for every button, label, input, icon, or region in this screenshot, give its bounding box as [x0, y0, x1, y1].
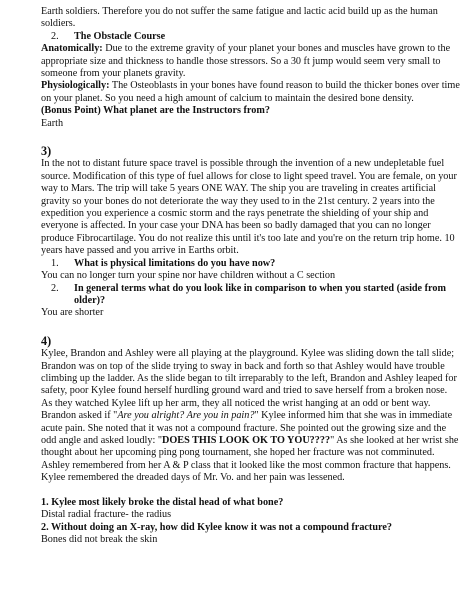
section-4-paragraph [41, 348, 460, 460]
section-4-answer-1: Distal radial fracture- the radius [41, 509, 172, 521]
section-4-answer-2: Bones did not break the skin [41, 534, 158, 546]
bonus-answer: Earth [41, 117, 64, 129]
spacer [41, 485, 460, 497]
section-3-paragraph: In the not to distant future space travel is possible through the invention of a new undepletable fuel source. Modification of this type of fuel allows for close to light speed travel. You are female, on your way to Mars. The trip will take 5 years ONE WAY. The ship you are traveling in creates artificial gravity so your bones do not deteriorate the way they used to in the 21st century. 2 years into the expedition you experience a cosmic storm and the rays penetrate the shielding of your ship and everyone is affected. In your case your DNA has been so badly damaged that you can no longer produce Fibrocartilage. You do not realize this until it's too late and you're on the return trip home. 10 years have passed and you arrive in Earths orbit. [41, 158, 457, 257]
obstacle-number: 2. [51, 30, 59, 42]
question-text: 2. Without doing an X-ray, how did Kylee know it was not a compound fracture? [41, 521, 392, 533]
story-text-part: Kylee, Brandon and Ashley were all playing at the playground. Kylee was sliding down the tall slide; Brandon was on top of the slide trying to sway in back and forth so that Ashley would have trouble climbing up the ladder. As the slide began to tilt irreparably to the left, Brandon and Ashley leaped for safety, poor Kylee found herself hurdling ground ward and tried to save herself from a broken nose. As they watched Kylee lift up her arm, they all noticed the wrist hanging at an odd or bent way. Brandon asked if " [41, 348, 457, 422]
story-text-part: " As she looked at her wrist she thought about her upcoming ping pong tournament, she hoped her fracture was not comminuted. [41, 434, 459, 459]
section-3-question-1 [41, 258, 460, 270]
physiologically-label: Physiologically: [41, 80, 110, 92]
question-number: 2. [51, 282, 59, 294]
physiologically-text: The Osteoblasts in your bones have found reason to build the thicker bones over time on your planet. So you need a high amount of calcium to maintain the desired bone density. [41, 80, 460, 104]
spacer [41, 130, 460, 142]
section-3-question-2 [41, 283, 460, 308]
story-italic-quote: Are you alright? Are you in pain? [117, 410, 255, 422]
section-4-paragraph-3: Kylee remembered the dreaded days of Mr. Vo. and her pain was lessened. [41, 472, 345, 484]
bonus-question-text: (Bonus Point) What planet are the Instructors from? [41, 105, 270, 117]
section-3-answer-2: You are shorter [41, 307, 104, 319]
question-text: What is physical limitations do you have now? [74, 257, 276, 269]
question-text: 1. Kylee most likely broke the distal head of what bone? [41, 496, 284, 508]
anatomically-label: Anatomically: [41, 43, 103, 55]
section-4-heading: 4) [41, 334, 52, 349]
section-3-answer-1: You can no longer turn your spine nor have children without a C section [41, 270, 336, 282]
physiologically-paragraph [41, 80, 460, 105]
obstacle-title: The Obstacle Course [74, 30, 166, 42]
story-text-part: " Kylee informed him that she was in immediate acute pain. She noted that it was not a compound fracture. She pointed out the growing size and the odd angle and asked loudly: " [41, 410, 453, 446]
intro-text: Earth soldiers. Therefore you do not suffer the same fatigue and lactic acid build up as the human soldiers. [41, 6, 438, 30]
spacer [41, 320, 460, 332]
section-4-question-2 [41, 522, 460, 534]
anatomically-text: Due to the extreme gravity of your planet your bones and muscles have grown to the appropriate size and thickness to handle those stressors. So a 30 ft jump would seem very small to someone from your planets gravity. [41, 43, 451, 80]
bonus-question [41, 105, 460, 117]
question-number: 1. [51, 257, 59, 269]
section-3-heading: 3) [41, 144, 52, 159]
question-text: In general terms what do you look like in comparison to when you started (aside from older)? [74, 282, 446, 306]
anatomically-paragraph [41, 43, 460, 80]
obstacle-course-heading [41, 31, 460, 43]
story-bold-quote: DOES THIS LOOK OK TO YOU???? [162, 434, 331, 446]
section-4-question-1 [41, 497, 460, 509]
section-4-paragraph-2: Ashley remembered from her A & P class that it looked like the most common fracture that happens. [41, 459, 451, 471]
